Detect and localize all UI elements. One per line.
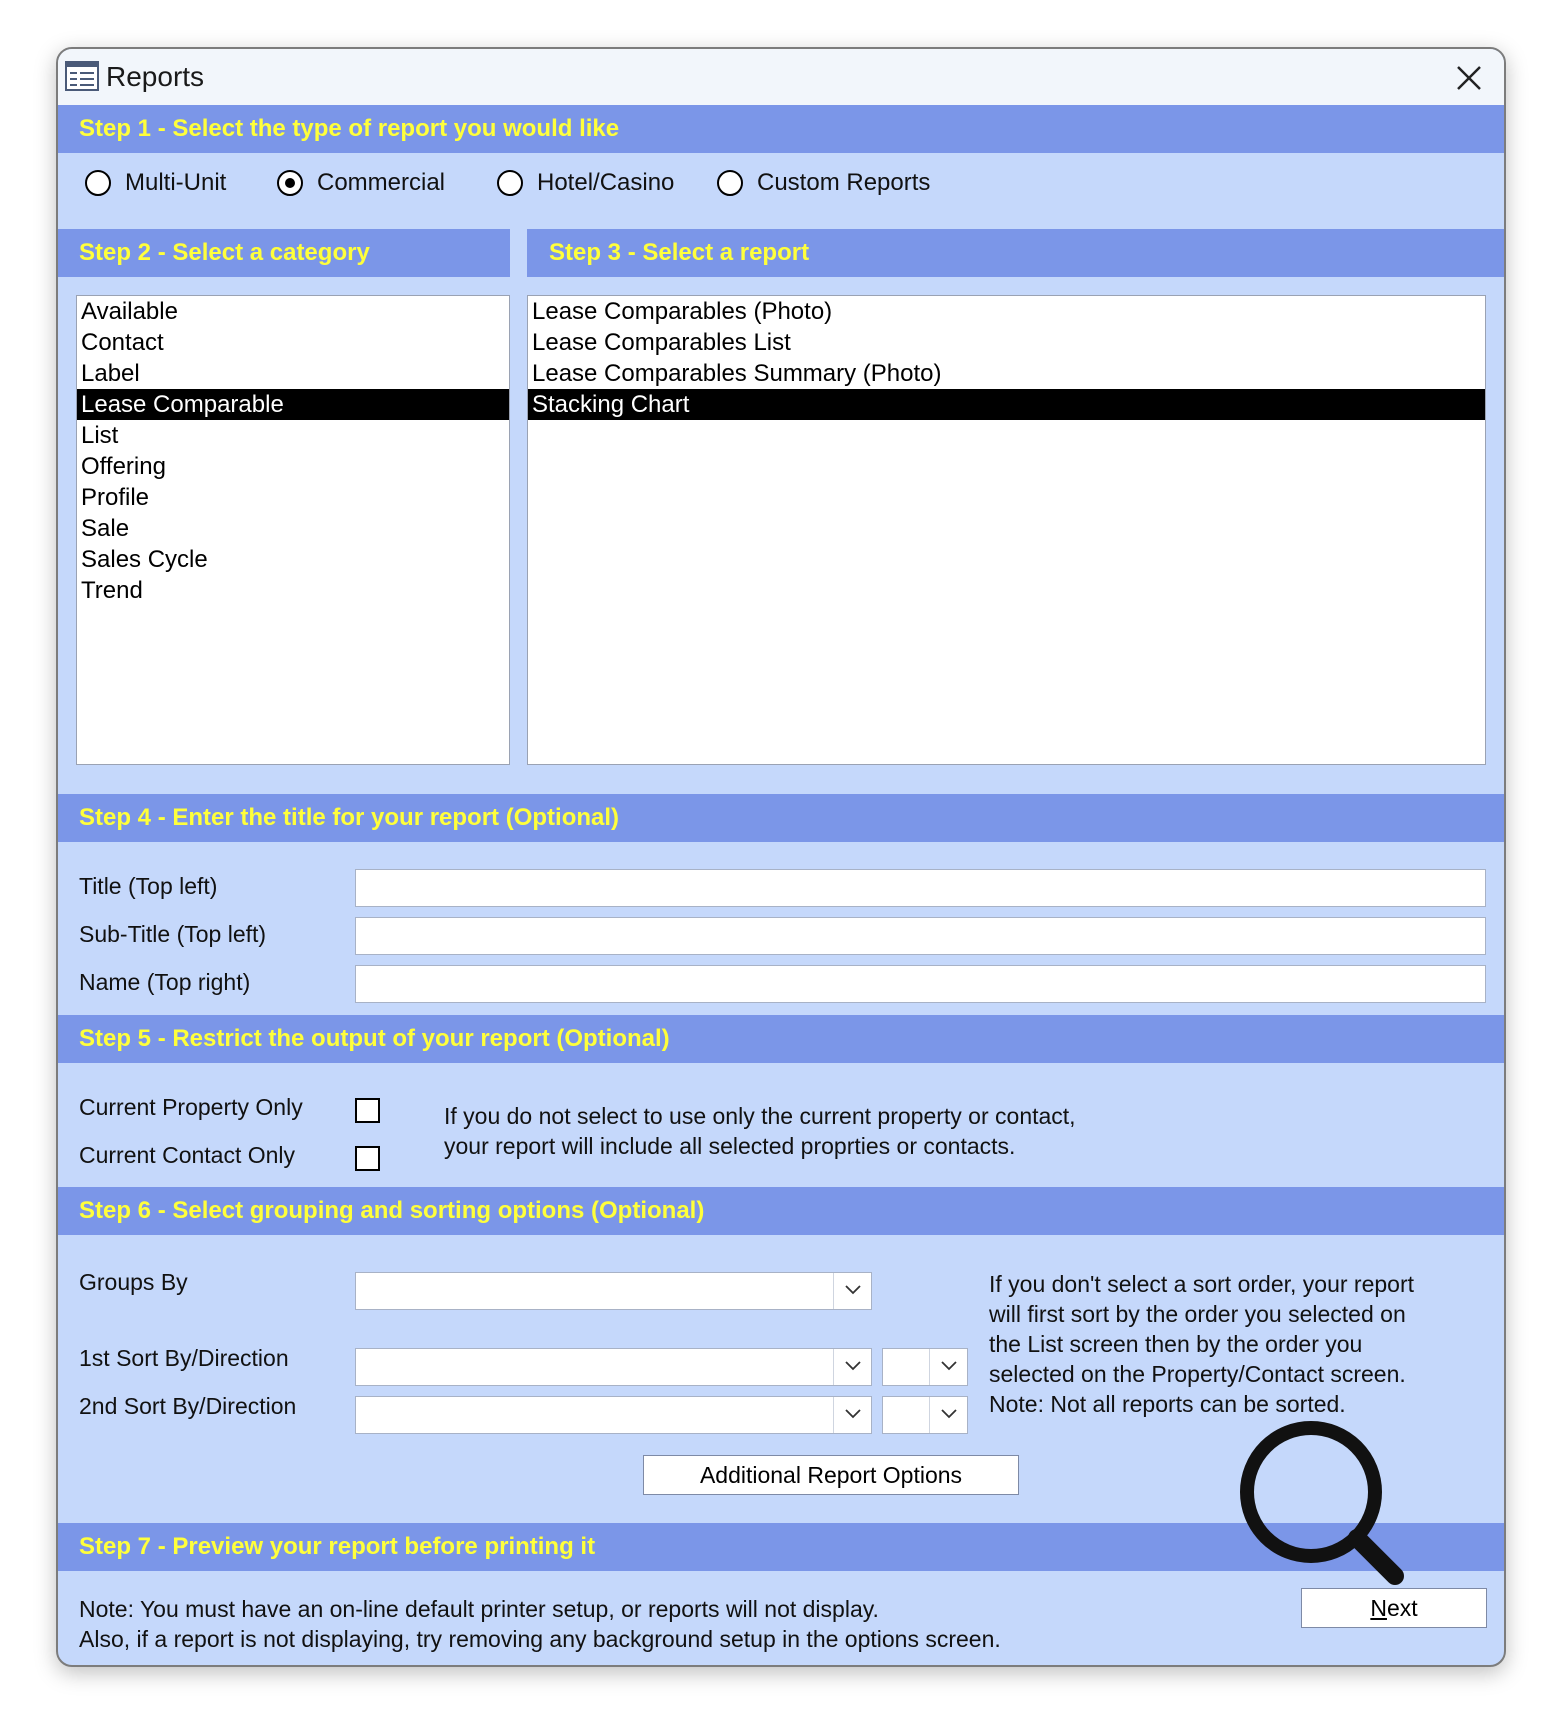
sort1-direction-select[interactable] xyxy=(882,1348,968,1386)
restrict-info-line2: your report will include all selected proprties or contacts. xyxy=(444,1133,1016,1159)
current-property-checkbox[interactable] xyxy=(355,1098,380,1123)
report-list-item[interactable]: Lease Comparables List xyxy=(532,329,791,356)
groups-by-label: Groups By xyxy=(79,1269,188,1295)
restrict-info-line1: If you do not select to use only the current property or contact, xyxy=(444,1103,1076,1129)
additional-report-options-button[interactable]: Additional Report Options xyxy=(643,1455,1019,1495)
title-label: Title (Top left) xyxy=(79,873,218,899)
chevron-down-icon xyxy=(941,1361,957,1371)
category-list-item[interactable]: Sales Cycle xyxy=(81,546,208,573)
subtitle-label: Sub-Title (Top left) xyxy=(79,921,267,947)
chevron-down-icon xyxy=(845,1409,861,1419)
sort1-label: 1st Sort By/Direction xyxy=(79,1345,289,1371)
chevron-down-icon xyxy=(845,1361,861,1371)
sort-note-line3: the List screen then by the order you xyxy=(989,1331,1363,1357)
groups-by-select[interactable] xyxy=(355,1272,872,1310)
category-list-item[interactable]: Offering xyxy=(81,453,166,480)
category-list-item[interactable]: Profile xyxy=(81,484,150,511)
next-label-rest: ext xyxy=(1386,1595,1418,1621)
close-icon[interactable] xyxy=(1448,57,1490,99)
name-input[interactable] xyxy=(355,965,1486,1003)
radio-label: Custom Reports xyxy=(757,169,931,196)
step6-header: Step 6 - Select grouping and sorting options (Optional) xyxy=(58,1187,1504,1235)
sort2-label: 2nd Sort By/Direction xyxy=(79,1393,297,1419)
radio-label: Multi-Unit xyxy=(125,169,227,196)
printer-note-line1: Note: You must have an on-line default printer setup, or reports will not display. xyxy=(79,1596,879,1622)
chevron-down-icon xyxy=(845,1285,861,1295)
window-title: Reports xyxy=(106,61,205,92)
step3-header: Step 3 - Select a report xyxy=(527,229,1504,277)
title-bar xyxy=(58,49,1504,105)
report-list-item[interactable]: Lease Comparables (Photo) xyxy=(532,298,833,325)
next-button[interactable] xyxy=(1301,1588,1487,1628)
sort-note-line2: will first sort by the order you selected on xyxy=(989,1301,1406,1327)
dropdown-button[interactable] xyxy=(833,1397,871,1433)
category-list-item[interactable]: Contact xyxy=(81,329,164,356)
magnifier-icon[interactable] xyxy=(1233,1414,1413,1594)
report-listbox[interactable] xyxy=(527,295,1486,765)
reports-window xyxy=(56,47,1506,1667)
subtitle-input[interactable] xyxy=(355,917,1486,955)
current-contact-checkbox[interactable] xyxy=(355,1146,380,1171)
category-list-item[interactable]: Lease Comparable xyxy=(77,389,509,420)
category-list-item[interactable]: Available xyxy=(81,298,178,325)
step4-header: Step 4 - Enter the title for your report (Optional) xyxy=(58,794,1504,842)
dropdown-button[interactable] xyxy=(929,1397,967,1433)
report-list-item[interactable]: Lease Comparables Summary (Photo) xyxy=(532,360,942,387)
current-property-label: Current Property Only xyxy=(79,1094,303,1120)
current-contact-label: Current Contact Only xyxy=(79,1142,296,1168)
chevron-down-icon xyxy=(941,1409,957,1419)
name-label: Name (Top right) xyxy=(79,969,251,995)
report-list-item[interactable]: Stacking Chart xyxy=(528,389,1485,420)
report-form-icon xyxy=(65,61,99,91)
dropdown-button[interactable] xyxy=(833,1273,871,1309)
next-mnemonic: N xyxy=(1370,1595,1387,1621)
sort-note-line1: If you don't select a sort order, your report xyxy=(989,1271,1414,1297)
sort-note-line4: selected on the Property/Contact screen. xyxy=(989,1361,1406,1387)
step1-header: Step 1 - Select the type of report you would like xyxy=(58,105,1504,153)
radio-circle-checked xyxy=(277,170,303,196)
printer-note-line2: Also, if a report is not displaying, try removing any background setup in the options screen. xyxy=(79,1626,1001,1652)
sort2-field-select[interactable] xyxy=(355,1396,872,1434)
step7-header: Step 7 - Preview your report before printing it xyxy=(58,1523,1504,1571)
category-listbox[interactable] xyxy=(76,295,510,765)
radio-label: Hotel/Casino xyxy=(537,169,675,196)
dropdown-button[interactable] xyxy=(833,1349,871,1385)
sort2-direction-select[interactable] xyxy=(882,1396,968,1434)
sort-note-line5: Note: Not all reports can be sorted. xyxy=(989,1391,1346,1417)
radio-label: Commercial xyxy=(317,169,446,196)
category-list-item[interactable]: Label xyxy=(81,360,140,387)
category-list-item[interactable]: Trend xyxy=(81,577,143,604)
step2-header: Step 2 - Select a category xyxy=(58,229,510,277)
dropdown-button[interactable] xyxy=(929,1349,967,1385)
category-list-item[interactable]: Sale xyxy=(81,515,130,542)
sort1-field-select[interactable] xyxy=(355,1348,872,1386)
radio-circle xyxy=(717,170,743,196)
category-list-item[interactable]: List xyxy=(81,422,119,449)
radio-circle xyxy=(85,170,111,196)
title-input[interactable] xyxy=(355,869,1486,907)
step5-header: Step 5 - Restrict the output of your report (Optional) xyxy=(58,1015,1504,1063)
radio-circle xyxy=(497,170,523,196)
